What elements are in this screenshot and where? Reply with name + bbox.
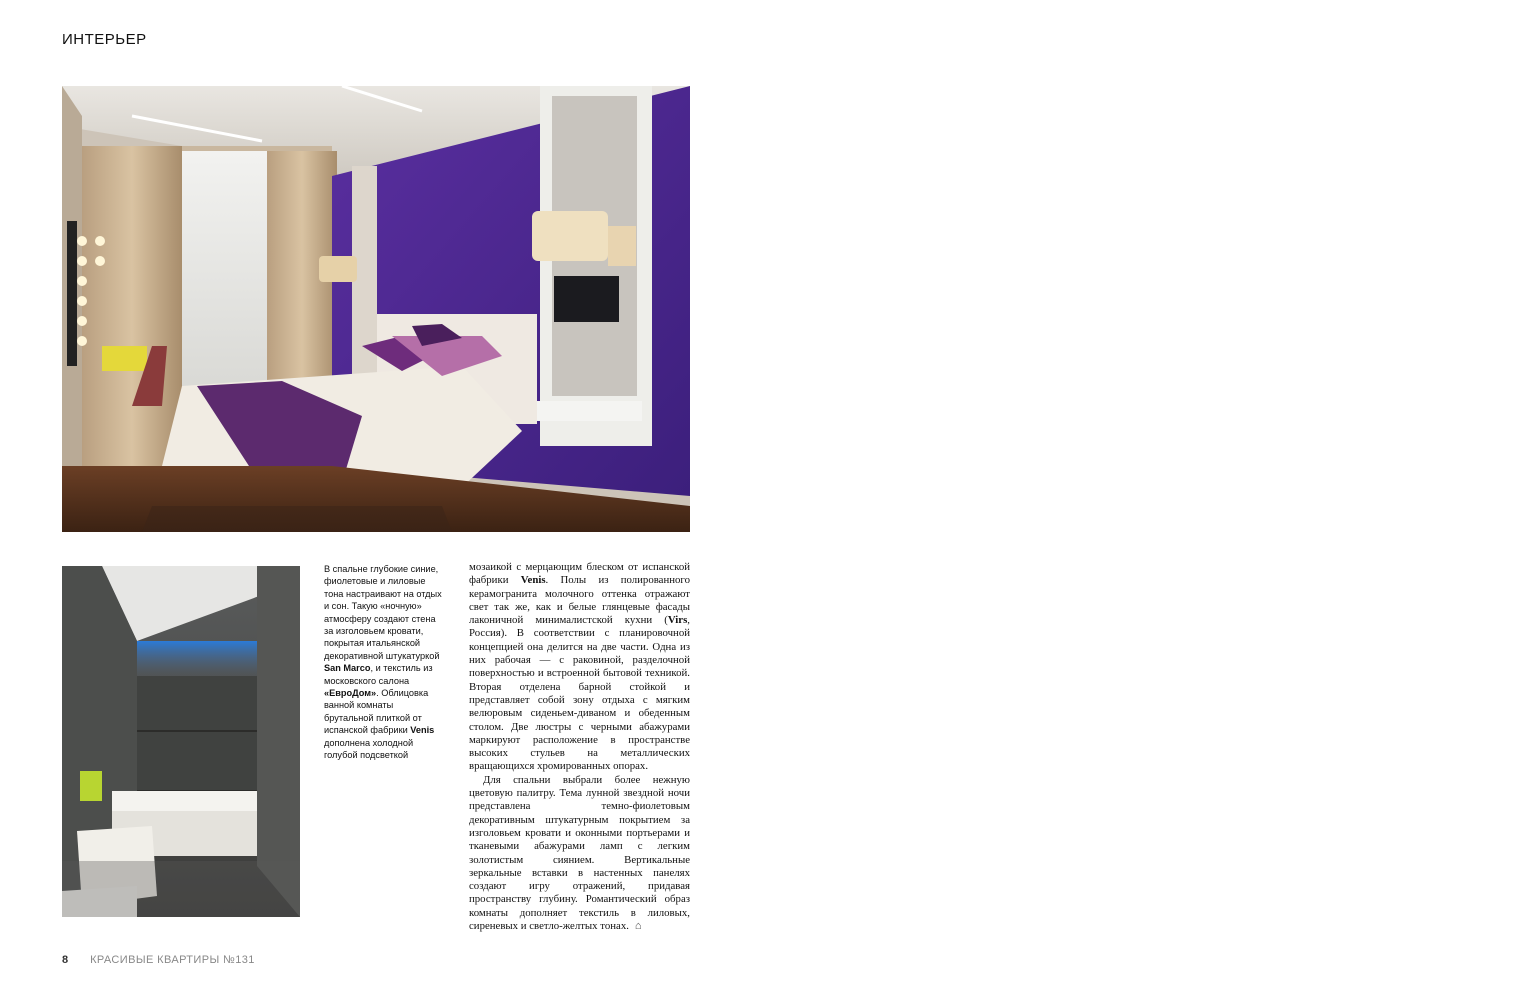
article-brand-virs: Virs xyxy=(667,614,688,627)
bathroom-photo xyxy=(62,566,300,917)
caption-text: дополнена холодной голубой подсветкой xyxy=(324,737,414,761)
house-icon: ⌂ xyxy=(634,920,642,933)
magazine-title: КРАСИВЫЕ КВАРТИРЫ №131 xyxy=(90,954,255,966)
article-text: мозаикой с мерцающим блеском от испанской фабрики xyxy=(469,561,690,587)
article-text: , Россия). В соответствии с планировочной концепцией она делится на две части. Одна из них рабочая — с раковиной, разделочной поверхностью и встроенной бытовой техникой. Вторая отделена барной стойкой и представляет собой зону отдыха с мягким велюровым сиденьем-диваном и обеденным столом. Две люстры с черными абажурами маркируют расположение в пространстве высоких стульев на металлических вращающихся хромированных опорах. xyxy=(469,614,690,773)
caption-brand-venis: Venis xyxy=(410,725,435,736)
article-text: Для спальни выбрали более нежную цветовую палитру. Тема лунной звездной ночи представлена темно-фиолетовым декоративным штукатурным покрытием за изголовьем кровати и оконными портьерами и тканевыми абажурами ламп с легким золотистым сиянием. Вертикальные зеркальные вставки в настенных панелях создают игру отражений, придавая пространству глубину. Романтический образ комнаты дополняет текстиль в лиловых, сиреневых и светло-желтых тонах. xyxy=(469,773,690,933)
section-title: ИНТЕРЬЕР xyxy=(62,31,147,48)
caption-brand-san-marco: San Marco xyxy=(324,663,371,674)
article-brand-venis: Venis xyxy=(520,574,546,587)
caption-text: В спальне глубокие синие, фиолетовые и лиловые тона настраивают на отдых и сон. Такую «ночную» атмосферу создают стена за изголовьем кровати, покрытая итальянской декоративной штукатуркой xyxy=(324,564,442,661)
caption-text: . Облицовка ванной комнаты брутальной плиткой от испанской фабрики xyxy=(324,688,429,736)
article-text: . Полы из полированного керамогранита молочного оттенка отражают свет так же, как и белые глянцевые фасады лаконичной минималистской кухни ( xyxy=(469,574,690,627)
article-paragraph xyxy=(469,774,690,934)
caption-text: , и текстиль из московского салона xyxy=(324,663,433,686)
bedroom-photo xyxy=(62,86,690,532)
caption-brand-evrodom: «ЕвроДом» xyxy=(324,688,377,699)
page-footer xyxy=(62,954,255,966)
article-body xyxy=(469,561,690,933)
photo-caption xyxy=(324,563,445,762)
article-paragraph xyxy=(469,561,690,774)
page-number: 8 xyxy=(62,954,69,966)
